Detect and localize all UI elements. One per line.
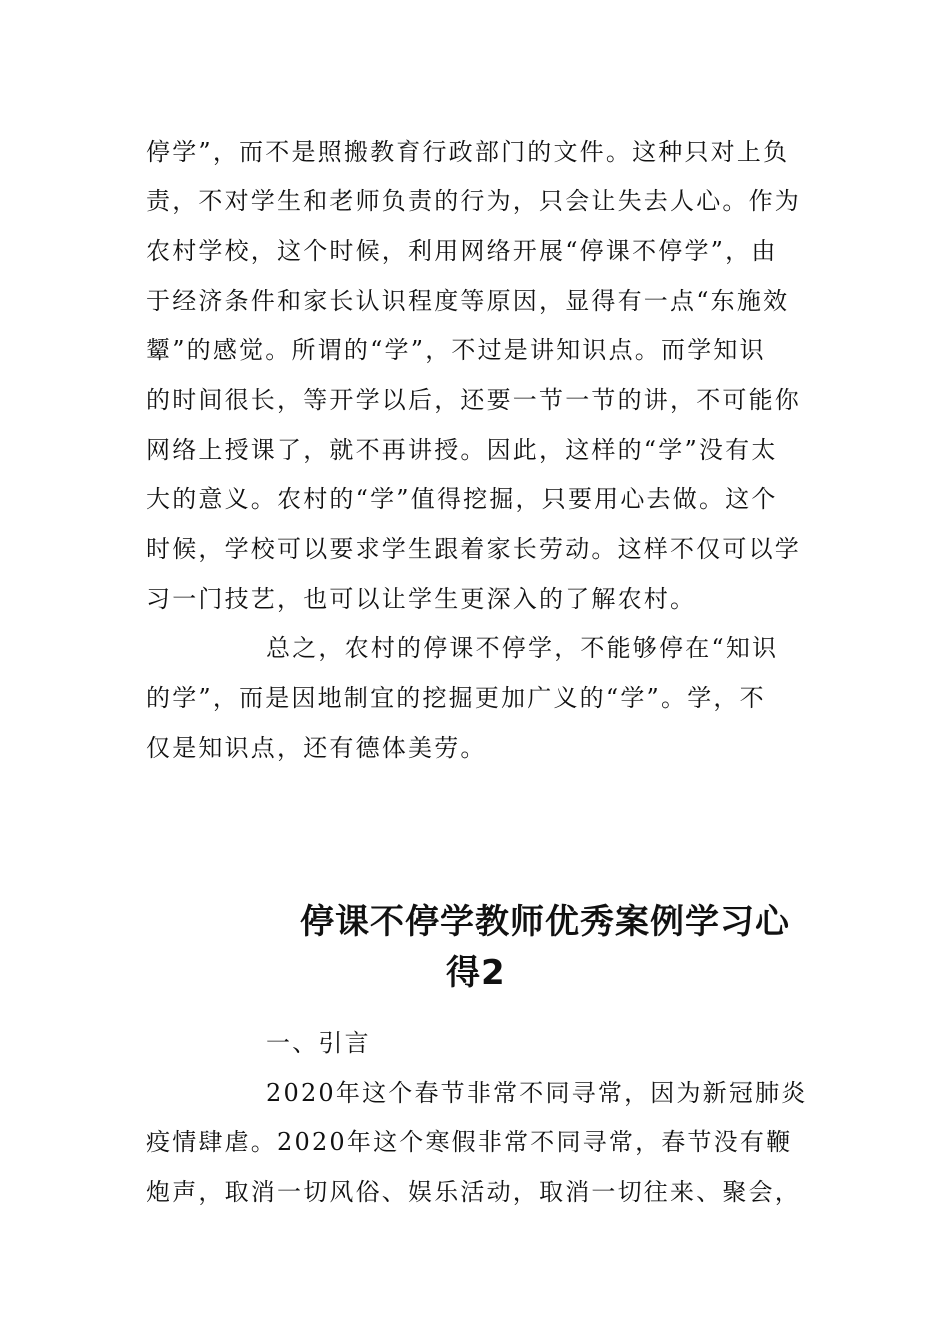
body-line: 于经济条件和家长认识程度等原因，显得有一点“东施效	[146, 287, 790, 315]
body-line: 网络上授课了，就不再讲授。因此，这样的“学”没有太	[146, 436, 778, 464]
body-line: 大的意义。农村的“学”值得挖掘，只要用心去做。这个	[146, 485, 778, 513]
body-line: 炮声，取消一切风俗、娱乐活动，取消一切往来、聚会，	[146, 1178, 801, 1206]
subsection-heading: 一、引言	[266, 1029, 371, 1057]
body-line: 疫情肆虐。2020年这个寒假非常不同寻常，春节没有鞭	[146, 1128, 793, 1156]
body-line: 农村学校，这个时候，利用网络开展“停课不停学”，由	[146, 237, 778, 265]
body-line: 的时间很长，等开学以后，还要一节一节的讲，不可能你	[146, 386, 801, 414]
paragraph-first-line: 总之，农村的停课不停学，不能够停在“知识	[266, 634, 779, 662]
body-line: 时候，学校可以要求学生跟着家长劳动。这样不仅可以学	[146, 535, 801, 563]
section-title: 停课不停学教师优秀案例学习心	[300, 902, 790, 942]
body-line: 颦”的感觉。所谓的“学”，不过是讲知识点。而学知识	[146, 336, 766, 364]
body-line: 仅是知识点，还有德体美劳。	[146, 734, 487, 762]
paragraph-first-line: 2020年这个春节非常不同寻常，因为新冠肺炎	[266, 1079, 808, 1107]
body-line: 责，不对学生和老师负责的行为，只会让失去人心。作为	[146, 187, 801, 215]
section-title-continued: 得2	[446, 953, 506, 993]
body-line: 习一门技艺，也可以让学生更深入的了解农村。	[146, 585, 697, 613]
body-line: 的学”，而是因地制宜的挖掘更加广义的“学”。学，不	[146, 684, 766, 712]
body-line: 停学”，而不是照搬教育行政部门的文件。这种只对上负	[146, 138, 790, 166]
